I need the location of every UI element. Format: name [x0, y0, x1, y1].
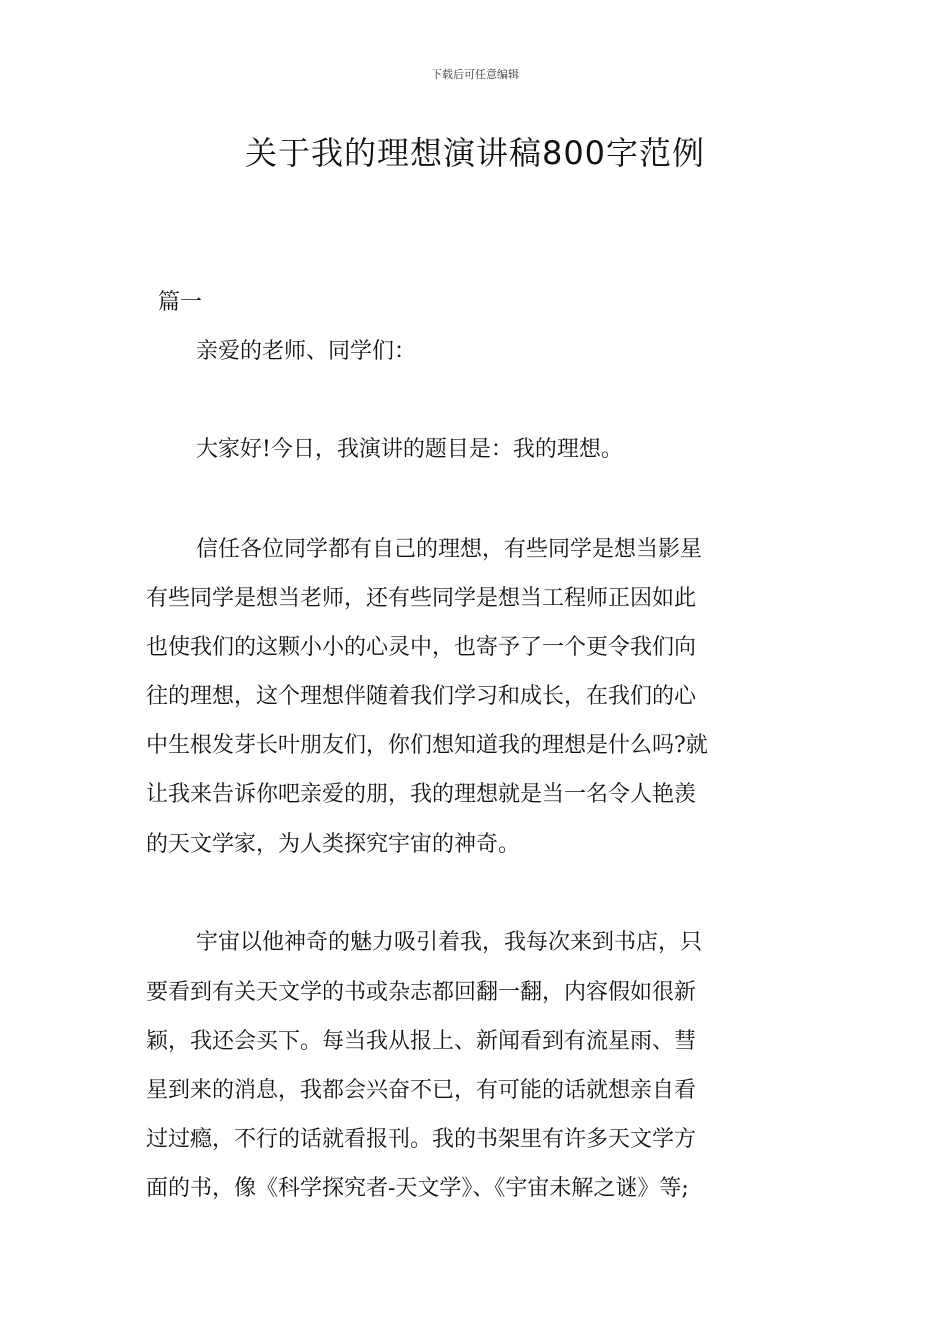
paragraph-2-line: 过过瘾，不行的话就看报刊。我的书架里有许多天文学方 [146, 1127, 697, 1152]
paragraph-1-line: 的天文学家，为人类探究宇宙的神奇。 [146, 832, 521, 857]
paragraph-2-line: 面的书，像《科学探究者-天文学》、《宇宙未解之谜》等; [146, 1176, 689, 1201]
paragraph-2-line: 星到来的消息，我都会兴奋不已，有可能的话就想亲自看 [146, 1078, 697, 1103]
section-label: 篇一 [158, 290, 203, 315]
paragraph-2-line: 要看到有关天文学的书或杂志都回翻一翻，内容假如很新 [146, 980, 697, 1005]
paragraph-1-line: 让我来告诉你吧亲爱的朋，我的理想就是当一名令人艳羡 [146, 782, 697, 807]
paragraph-1-line: 也使我们的这颗小小的心灵中，也寄予了一个更令我们向 [146, 635, 697, 660]
paragraph-2-line: 宇宙以他神奇的魅力吸引着我，我每次来到书店，只 [196, 930, 703, 955]
header-note: 下载后可任意编辑 [431, 68, 519, 81]
paragraph-1-line: 有些同学是想当老师，还有些同学是想当工程师正因如此 [146, 586, 697, 611]
greeting-line: 大家好!今日，我演讲的题目是：我的理想。 [196, 437, 623, 462]
paragraph-1-line: 中生根发芽长叶朋友们，你们想知道我的理想是什么吗?就 [146, 733, 708, 758]
salutation-line: 亲爱的老师、同学们： [196, 339, 417, 364]
paragraph-1-line: 信任各位同学都有自己的理想，有些同学是想当影星 [196, 537, 703, 562]
paragraph-1-line: 往的理想，这个理想伴随着我们学习和成长，在我们的心 [146, 684, 697, 709]
document-title: 关于我的理想演讲稿800字范例 [244, 134, 706, 172]
paragraph-2-line: 颖，我还会买下。每当我从报上、新闻看到有流星雨、彗 [146, 1029, 697, 1054]
